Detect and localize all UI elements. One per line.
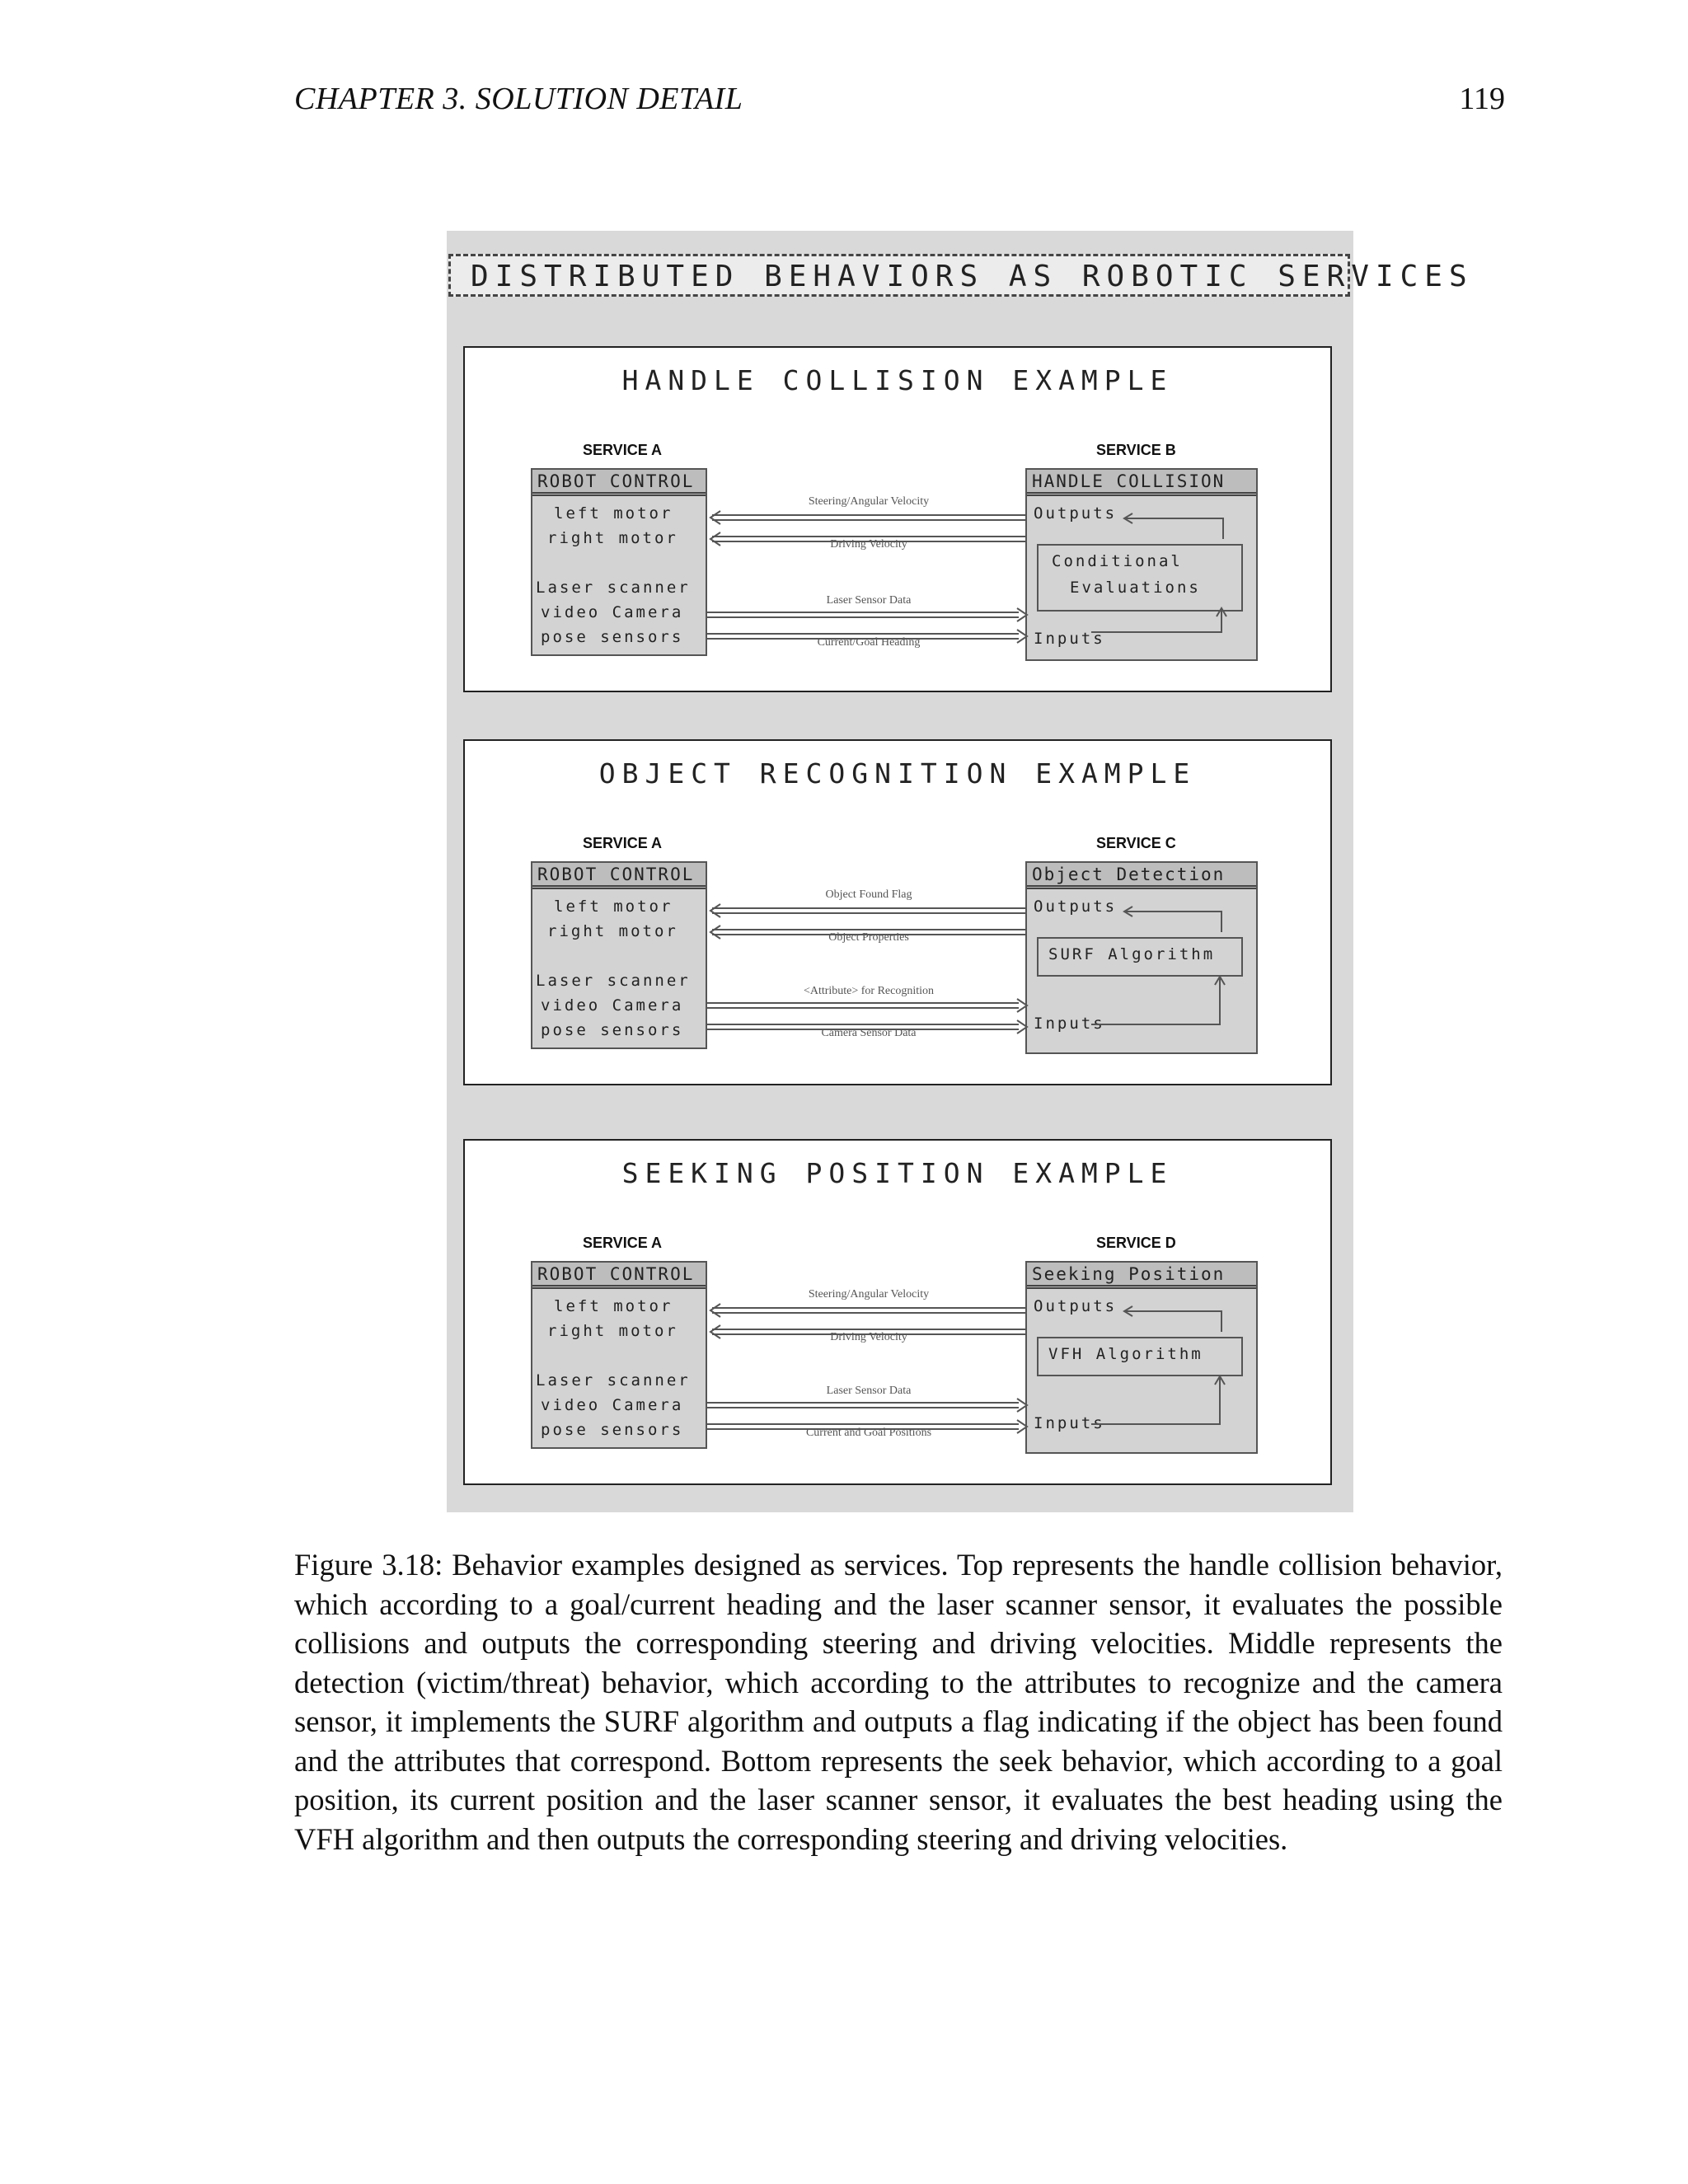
arrow-label-2: Driving Velocity bbox=[830, 1331, 907, 1343]
laser-scanner: Laser scanner bbox=[536, 972, 691, 990]
inner-line-1: VFH Algorithm bbox=[1048, 1345, 1203, 1363]
panel-arrows bbox=[465, 348, 1334, 694]
video-camera: video Camera bbox=[541, 603, 684, 621]
figure bbox=[447, 231, 1474, 1512]
arrow-label-1: Steering/Angular Velocity bbox=[808, 1288, 930, 1301]
outputs-label: Outputs bbox=[1034, 898, 1118, 916]
inputs-label: Inputs bbox=[1034, 1015, 1105, 1033]
arrow-label-1: Object Found Flag bbox=[825, 888, 912, 901]
service-c-label: SERVICE C bbox=[1096, 835, 1176, 851]
outputs-label: Outputs bbox=[1034, 504, 1118, 523]
page-number: 119 bbox=[1459, 82, 1505, 116]
figure-title: DISTRIBUTED BEHAVIORS AS ROBOTIC SERVICES bbox=[471, 260, 1474, 293]
service-a-label: SERVICE A bbox=[583, 1235, 663, 1251]
robot-control-title: ROBOT CONTROL bbox=[532, 470, 706, 496]
right-motor: right motor bbox=[547, 1322, 678, 1340]
left-motor: left motor bbox=[554, 898, 673, 916]
pose-sensors: pose sensors bbox=[541, 628, 684, 646]
running-head: CHAPTER 3. SOLUTION DETAIL bbox=[294, 82, 743, 116]
arrow-label-4: Current and Goal Positions bbox=[805, 1427, 932, 1439]
panel-object-recognition bbox=[463, 739, 1332, 1085]
panel-heading: SEEKING POSITION EXAMPLE bbox=[621, 1157, 1174, 1189]
left-motor: left motor bbox=[554, 1297, 673, 1315]
service-d-title: Seeking Position bbox=[1027, 1263, 1256, 1289]
arrow-label-2: Object Properties bbox=[828, 931, 909, 944]
arrow-label-4: Current/Goal Heading bbox=[817, 636, 921, 649]
laser-scanner: Laser scanner bbox=[536, 1371, 691, 1390]
arrow-label-4: Camera Sensor Data bbox=[821, 1027, 917, 1039]
right-motor: right motor bbox=[547, 922, 678, 940]
service-a-label: SERVICE A bbox=[583, 835, 663, 851]
arrow-label-3: Laser Sensor Data bbox=[826, 594, 912, 607]
arrow-label-3: Laser Sensor Data bbox=[826, 1385, 912, 1397]
service-c-title: Object Detection bbox=[1027, 863, 1256, 889]
right-motor: right motor bbox=[547, 529, 678, 547]
panel-heading: OBJECT RECOGNITION EXAMPLE bbox=[598, 757, 1197, 790]
panel-seeking-position bbox=[463, 1139, 1332, 1485]
inner-line-2: Evaluations bbox=[1070, 579, 1201, 597]
video-camera: video Camera bbox=[541, 996, 684, 1015]
service-d-label: SERVICE D bbox=[1096, 1235, 1176, 1251]
video-camera: video Camera bbox=[541, 1396, 684, 1414]
figure-title-bar bbox=[448, 254, 1474, 297]
robot-control-title: ROBOT CONTROL bbox=[532, 1263, 706, 1289]
inputs-label: Inputs bbox=[1034, 1414, 1105, 1432]
service-b-title: HANDLE COLLISION bbox=[1027, 470, 1256, 496]
inputs-label: Inputs bbox=[1034, 630, 1105, 648]
panel-heading: HANDLE COLLISION EXAMPLE bbox=[621, 364, 1174, 396]
outputs-label: Outputs bbox=[1034, 1297, 1118, 1315]
arrow-label-3: <Attribute> for Recognition bbox=[803, 985, 935, 997]
arrow-label-2: Driving Velocity bbox=[830, 538, 907, 551]
pose-sensors: pose sensors bbox=[541, 1021, 684, 1039]
left-motor: left motor bbox=[554, 504, 673, 523]
service-b-label: SERVICE B bbox=[1096, 442, 1176, 458]
panel-arrows bbox=[465, 741, 1334, 1087]
robot-control-title: ROBOT CONTROL bbox=[532, 863, 706, 889]
inner-line-1: SURF Algorithm bbox=[1048, 945, 1216, 963]
panel-handle-collision bbox=[463, 346, 1332, 692]
figure-caption: Figure 3.18: Behavior examples designed as services. Top represents the handle collision behavior, which according to a goal/current heading and the laser scanner sensor, it evaluates the possible collisions and outputs the corresponding steering and driving velocities. Middle represents the detection (victim/threat) behavior, which according to the attributes to recognize and the camera sensor, it implements the SURF algorithm and outputs a flag indicating if the object has been found and the attributes that correspond. Bottom represents the seek behavior, which according to a goal position, its current position and the laser scanner sensor, it evaluates the best heading using the VFH algorithm and then outputs the corresponding steering and driving velocities. bbox=[294, 1548, 1503, 1856]
panel-arrows bbox=[465, 1141, 1334, 1487]
laser-scanner: Laser scanner bbox=[536, 579, 691, 597]
pose-sensors: pose sensors bbox=[541, 1421, 684, 1439]
inner-line-1: Conditional bbox=[1052, 552, 1183, 570]
service-a-label: SERVICE A bbox=[583, 442, 663, 458]
arrow-label-1: Steering/Angular Velocity bbox=[808, 495, 930, 508]
